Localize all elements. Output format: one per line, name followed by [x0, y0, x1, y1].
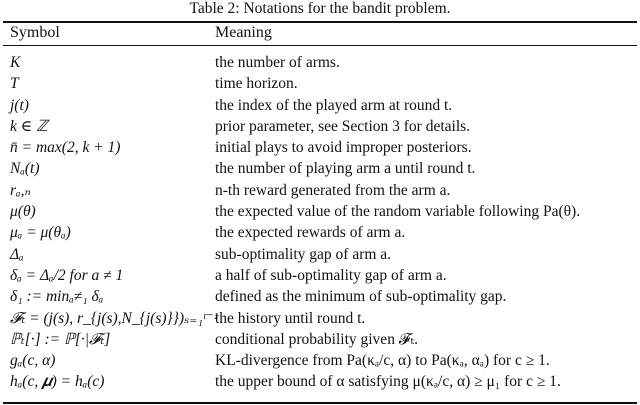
- meaning-cell: sub-optimality gap of arm a.: [215, 245, 392, 263]
- meaning-cell: KL-divergence from Pa(κₐ/c, α) to Pa(κₐ, αₐ) for c ≥ 1.: [215, 352, 550, 370]
- table-row: [0, 95, 640, 116]
- symbol-cell: T: [10, 75, 19, 93]
- symbol-cell: hₐ(c, 𝝁) = hₐ(c): [10, 373, 105, 391]
- symbol-cell: Δₐ: [10, 245, 24, 263]
- symbol-cell: j(t): [10, 96, 29, 114]
- table-row: [0, 244, 640, 265]
- symbol-cell: rₐ,ₙ: [10, 181, 31, 199]
- meaning-cell: a half of sub-optimality gap of arm a.: [215, 266, 447, 284]
- table-row: [0, 201, 640, 222]
- symbol-cell: k ∈ ℤ: [10, 117, 48, 135]
- table-row: [0, 180, 640, 201]
- table-row: [0, 137, 640, 158]
- meaning-cell: the upper bound of α satisfying μ(κₐ/c, α) ≥ μ₁ for c ≥ 1.: [215, 373, 561, 391]
- symbol-cell: ℙₜ[·] := ℙ[·|𝓕ₜ]: [10, 330, 111, 348]
- symbol-cell: δₐ = Δₐ/2 for a ≠ 1: [10, 266, 124, 284]
- symbol-cell: μ(θ): [10, 203, 36, 221]
- symbol-cell: 𝓕ₜ = (j(s), r_{j(s),N_{j(s)}})ₛ₌₁ᵗ⁻¹: [10, 309, 219, 327]
- symbol-cell: δ₁ := minₐ≠₁ δₐ: [10, 288, 104, 306]
- meaning-cell: the expected value of the random variable following Pa(θ).: [215, 203, 581, 221]
- symbol-cell: μₐ = μ(θₐ): [10, 224, 71, 242]
- symbol-cell: n̄ = max(2, k + 1): [10, 139, 121, 157]
- meaning-cell: the index of the played arm at round t.: [215, 96, 453, 114]
- table-row: [0, 350, 640, 371]
- meaning-cell: time horizon.: [215, 75, 298, 93]
- meaning-cell: the history until round t.: [215, 309, 366, 327]
- table-row: [0, 222, 640, 243]
- meaning-cell: defined as the minimum of sub-optimality gap.: [215, 288, 507, 306]
- symbol-cell: Nₐ(t): [10, 160, 40, 178]
- symbol-cell: K: [10, 54, 21, 71]
- table-row: [0, 158, 640, 179]
- header-rule: [3, 45, 637, 46]
- symbol-cell: gₐ(c, α): [10, 352, 56, 370]
- table-row: [0, 329, 640, 350]
- meaning-cell: n-th reward generated from the arm a.: [215, 181, 451, 199]
- top-rule: [3, 21, 637, 23]
- bottom-rule: [3, 402, 637, 404]
- header-symbol: Symbol: [10, 24, 60, 41]
- table-row: [0, 52, 640, 73]
- table-body: [0, 52, 640, 393]
- header-meaning: Meaning: [215, 24, 272, 41]
- meaning-cell: the expected rewards of arm a.: [215, 224, 406, 242]
- table-row: [0, 73, 640, 94]
- table-row: [0, 308, 640, 329]
- table-caption: Table 2: Notations for the bandit problem.: [189, 0, 451, 17]
- meaning-cell: initial plays to avoid improper posteriors.: [215, 139, 472, 157]
- table-row: [0, 116, 640, 137]
- meaning-cell: prior parameter, see Section 3 for details.: [215, 117, 471, 135]
- meaning-cell: conditional probability given 𝓕ₜ.: [215, 330, 418, 348]
- meaning-cell: the number of playing arm a until round t.: [215, 160, 476, 178]
- table-row: [0, 371, 640, 392]
- table-row: [0, 265, 640, 286]
- meaning-cell: the number of arms.: [215, 54, 340, 71]
- table-row: [0, 286, 640, 307]
